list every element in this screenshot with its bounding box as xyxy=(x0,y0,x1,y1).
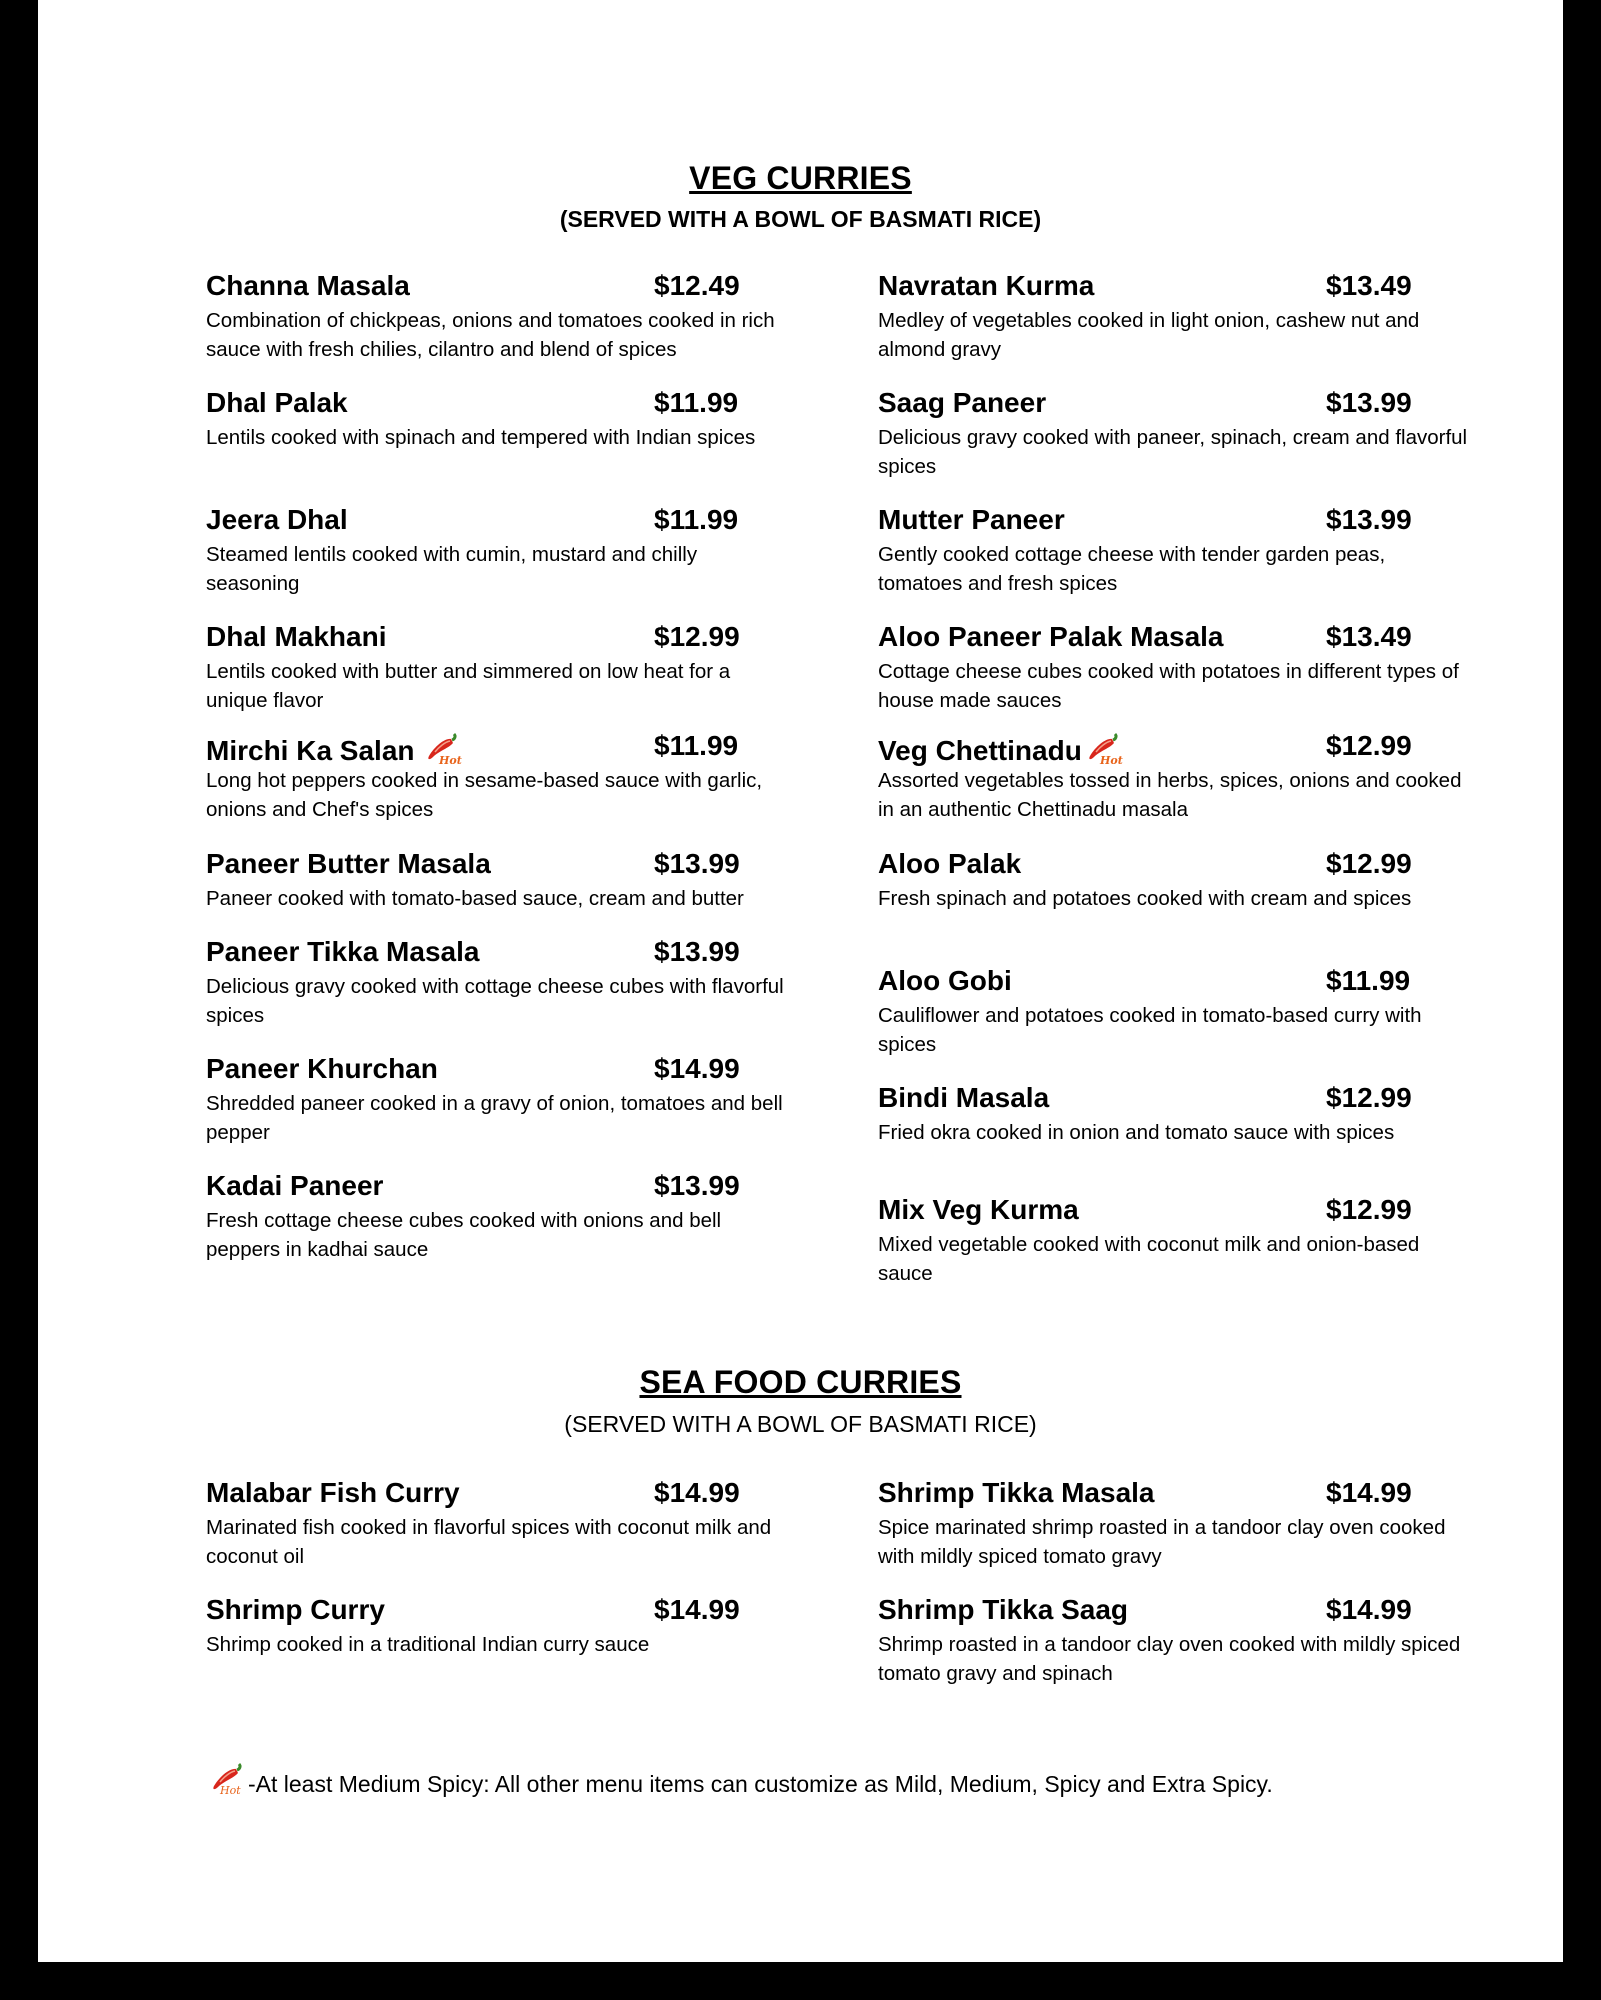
item-name: Malabar Fish Curry xyxy=(206,1477,460,1508)
item-price: $14.99 xyxy=(1326,1477,1412,1508)
item-description: Combination of chickpeas, onions and tomatoes cooked in rich sauce with fresh chilies, cilantro and blend of spices xyxy=(206,309,775,361)
svg-text:Hot: Hot xyxy=(438,754,462,766)
seafood-section-subtitle: (SERVED WITH A BOWL OF BASMATI RICE) xyxy=(564,1411,1037,1437)
item-description: Gently cooked cottage cheese with tender garden peas, tomatoes and fresh spices xyxy=(878,543,1386,595)
item-name: Paneer Tikka Masala xyxy=(206,936,480,967)
menu-item xyxy=(206,270,786,364)
item-description: Delicious gravy cooked with paneer, spinach, cream and flavorful spices xyxy=(878,426,1468,478)
item-name: Mutter Paneer xyxy=(878,504,1065,535)
item-description: Steamed lentils cooked with cumin, mustard and chilly seasoning xyxy=(206,543,698,595)
item-description: Shrimp roasted in a tandoor clay oven cooked with mildly spiced tomato gravy and spinach xyxy=(878,1633,1461,1685)
item-price: $13.99 xyxy=(654,936,740,967)
menu-item xyxy=(878,1594,1461,1688)
menu-item xyxy=(206,1594,786,1659)
hot-chili-icon xyxy=(1082,730,1124,766)
item-name: Paneer Butter Masala xyxy=(206,848,491,879)
item-name: Kadai Paneer xyxy=(206,1170,384,1201)
svg-text:Hot: Hot xyxy=(220,1784,241,1796)
item-name: Saag Paneer xyxy=(878,387,1047,418)
item-price: $11.99 xyxy=(654,387,739,418)
item-description: Assorted vegetables tossed in herbs, spices, onions and cooked in an authentic Chettinadu masala xyxy=(878,769,1462,821)
item-description: Marinated fish cooked in flavorful spices with coconut milk and coconut oil xyxy=(206,1516,772,1568)
veg-section-title: VEG CURRIES xyxy=(689,160,912,196)
item-name: Dhal Makhani xyxy=(206,621,387,652)
menu-item xyxy=(878,387,1468,481)
item-price: $11.99 xyxy=(654,730,739,761)
svg-text:Hot: Hot xyxy=(1099,754,1123,766)
item-description: Lentils cooked with butter and simmered on low heat for a unique flavor xyxy=(206,660,731,712)
menu-item xyxy=(878,621,1458,715)
item-description: Mixed vegetable cooked with coconut milk and onion-based sauce xyxy=(878,1233,1420,1285)
item-price: $13.49 xyxy=(1326,270,1412,301)
item-price: $12.99 xyxy=(1326,1194,1412,1225)
item-name: Navratan Kurma xyxy=(878,270,1095,301)
menu-item xyxy=(206,387,786,452)
item-description: Delicious gravy cooked with cottage cheese cubes with flavorful spices xyxy=(206,975,784,1027)
item-name: Channa Masala xyxy=(206,270,410,301)
menu-item xyxy=(878,965,1458,1059)
menu-item xyxy=(206,1053,786,1147)
menu-item xyxy=(878,1082,1458,1147)
item-name: Jeera Dhal xyxy=(206,504,348,535)
menu-item xyxy=(878,1477,1458,1571)
item-price: $13.99 xyxy=(654,848,740,879)
menu-item xyxy=(206,848,786,913)
item-description: Medley of vegetables cooked in light onion, cashew nut and almond gravy xyxy=(878,309,1420,361)
item-price: $14.99 xyxy=(654,1477,740,1508)
item-name: Shrimp Curry xyxy=(206,1594,385,1625)
menu-item xyxy=(206,936,786,1030)
hot-chili-icon xyxy=(421,730,463,766)
item-price: $14.99 xyxy=(1326,1594,1412,1625)
menu-item xyxy=(206,504,786,598)
menu-item xyxy=(206,621,786,715)
menu-item xyxy=(206,1170,786,1264)
menu-item xyxy=(878,730,1462,824)
item-description: Fried okra cooked in onion and tomato sauce with spices xyxy=(878,1121,1395,1144)
item-price: $12.99 xyxy=(654,621,740,652)
menu-item xyxy=(878,848,1458,913)
item-name: Aloo Palak xyxy=(878,848,1022,879)
item-price: $13.49 xyxy=(1326,621,1412,652)
item-name: Aloo Gobi xyxy=(878,965,1012,996)
item-price: $12.49 xyxy=(654,270,740,301)
item-description: Fresh cottage cheese cubes cooked with onions and bell peppers in kadhai sauce xyxy=(206,1209,722,1261)
item-price: $14.99 xyxy=(654,1053,740,1084)
veg-section-subtitle: (SERVED WITH A BOWL OF BASMATI RICE) xyxy=(559,206,1042,232)
menu-page xyxy=(38,0,1563,1962)
item-name: Shrimp Tikka Saag xyxy=(878,1594,1129,1625)
menu-item xyxy=(206,730,786,824)
item-name: Bindi Masala xyxy=(878,1082,1050,1113)
item-description: Paneer cooked with tomato-based sauce, cream and butter xyxy=(206,887,744,910)
item-description: Shredded paneer cooked in a gravy of onion, tomatoes and bell pepper xyxy=(206,1092,783,1144)
item-price: $11.99 xyxy=(1326,965,1411,996)
item-name: Veg Chettinadu Hot xyxy=(878,730,1124,767)
spice-footnote xyxy=(206,1760,1273,1798)
item-description: Cottage cheese cubes cooked with potatoes in different types of house made sauces xyxy=(878,660,1459,712)
item-price: $12.99 xyxy=(1326,1082,1412,1113)
item-price: $13.99 xyxy=(654,1170,740,1201)
item-name: Aloo Paneer Palak Masala xyxy=(878,621,1224,652)
item-name: Shrimp Tikka Masala xyxy=(878,1477,1155,1508)
seafood-section-title: SEA FOOD CURRIES xyxy=(639,1364,962,1400)
item-description: Lentils cooked with spinach and tempered with Indian spices xyxy=(206,426,756,449)
item-name: Mix Veg Kurma xyxy=(878,1194,1079,1225)
item-description: Fresh spinach and potatoes cooked with cream and spices xyxy=(878,887,1412,910)
item-price: $13.99 xyxy=(1326,387,1412,418)
menu-item xyxy=(878,504,1458,598)
item-name: Dhal Palak xyxy=(206,387,348,418)
menu-item xyxy=(878,1194,1458,1288)
item-price: $12.99 xyxy=(1326,848,1412,879)
footnote-text: -At least Medium Spicy: All other menu items can customize as Mild, Medium, Spicy and Extra Spicy. xyxy=(248,1771,1273,1797)
item-description: Cauliflower and potatoes cooked in tomato-based curry with spices xyxy=(878,1004,1422,1056)
hot-chili-icon xyxy=(206,1760,248,1796)
item-description: Long hot peppers cooked in sesame-based sauce with garlic, onions and Chef's spices xyxy=(206,769,763,821)
item-price: $12.99 xyxy=(1326,730,1412,761)
item-price: $13.99 xyxy=(1326,504,1412,535)
menu-item xyxy=(206,1477,786,1571)
item-name: Paneer Khurchan xyxy=(206,1053,438,1084)
item-name: Mirchi Ka Salan Hot xyxy=(206,730,463,767)
item-description: Spice marinated shrimp roasted in a tandoor clay oven cooked with mildly spiced tomato gravy xyxy=(878,1516,1446,1568)
menu-item xyxy=(878,270,1458,364)
item-description: Shrimp cooked in a traditional Indian curry sauce xyxy=(206,1633,650,1656)
item-price: $14.99 xyxy=(654,1594,740,1625)
item-price: $11.99 xyxy=(654,504,739,535)
